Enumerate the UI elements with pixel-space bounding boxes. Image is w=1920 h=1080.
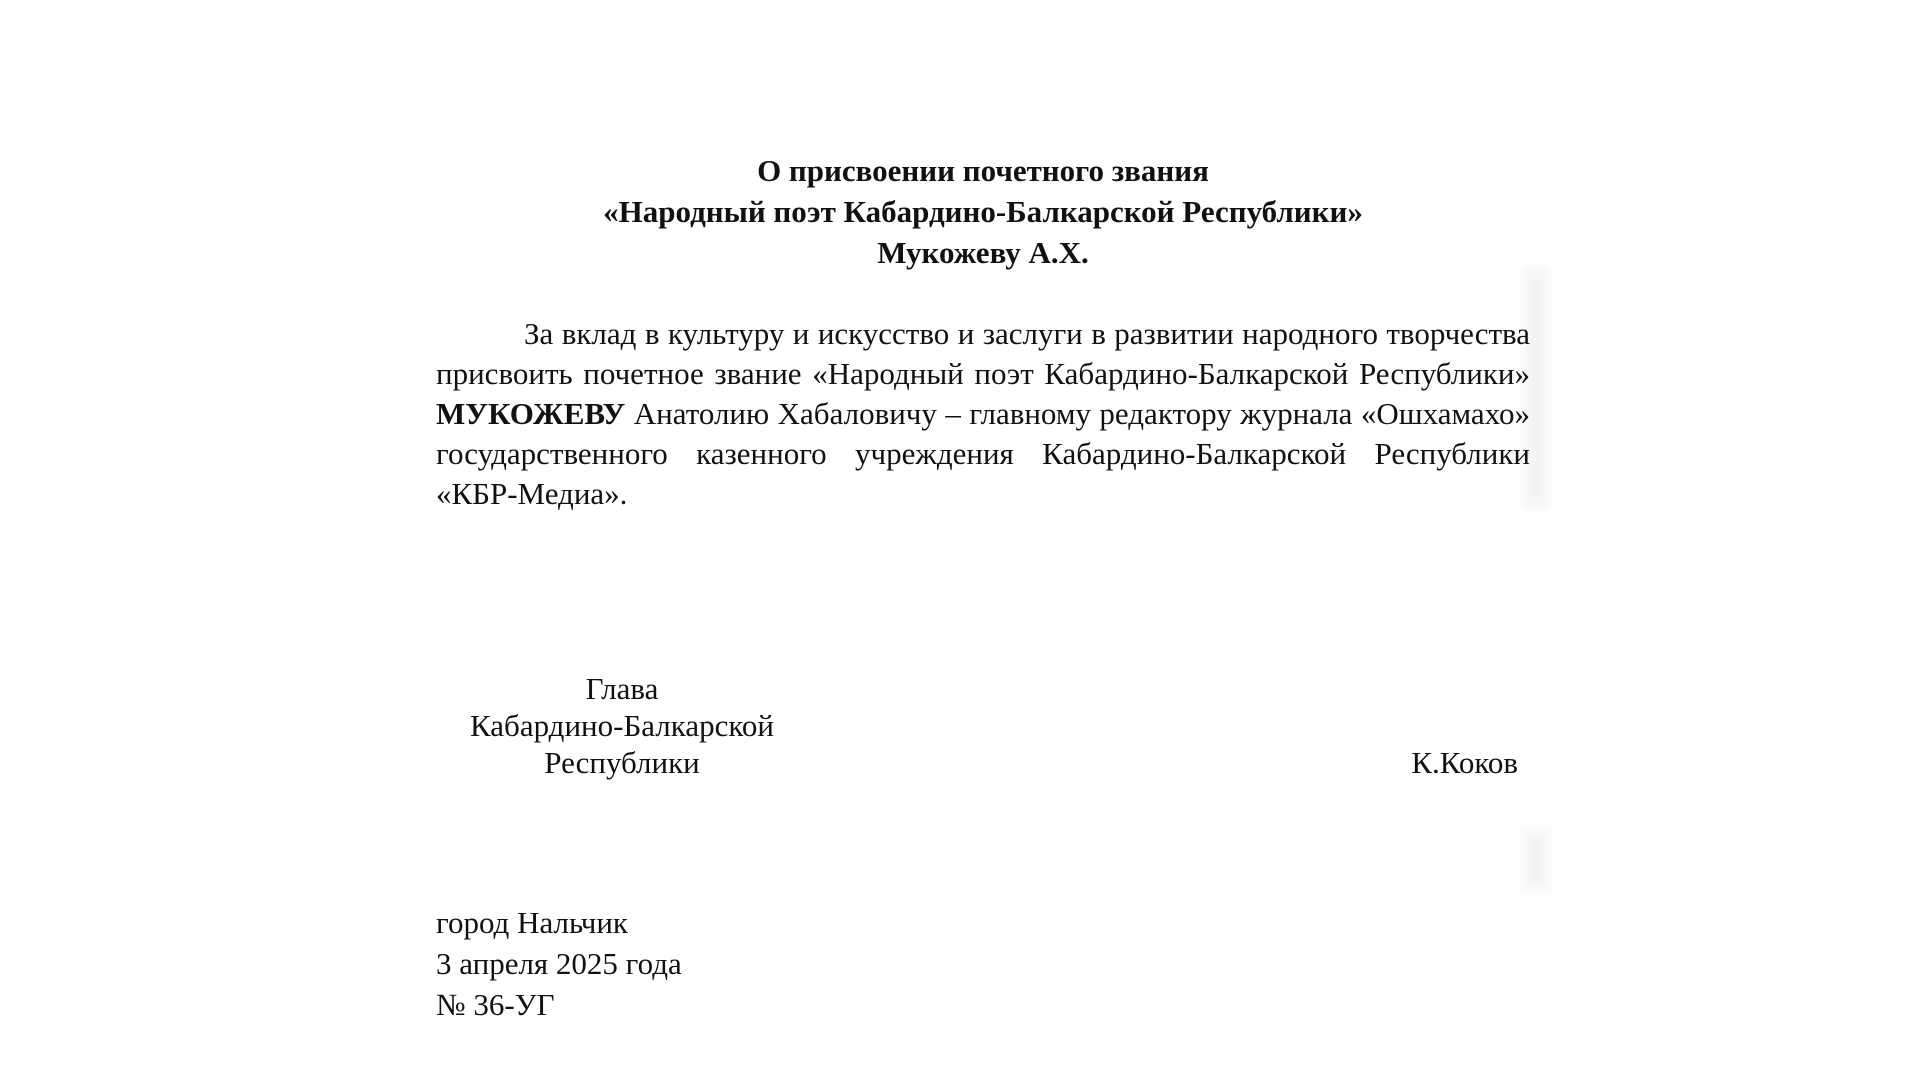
footer-city: город Нальчик — [436, 905, 628, 940]
signer-position — [436, 670, 808, 781]
title-line-2: «Народный поэт Кабардино-Балкарской Республики» — [603, 194, 1363, 229]
title-line-3: Мукожеву А.Х. — [877, 235, 1089, 270]
document-title — [0, 150, 1920, 273]
signer-position-line-1: Глава — [585, 671, 659, 706]
scan-shadow-bottom — [1524, 830, 1548, 890]
footer-date: 3 апреля 2025 года — [436, 946, 682, 981]
signer-position-line-2: Кабардино-Балкарской — [470, 708, 774, 743]
signer-position-line-3: Республики — [544, 745, 700, 780]
document-footer — [436, 902, 682, 1025]
body-text-before-name: За вклад в культуру и искусство и заслуги в развитии народного творчества присвоить почетное звание «Народный поэт Кабардино-Балкарской Республики» — [436, 316, 1530, 391]
body-text-after-name: Анатолию Хабаловичу – главному редактору журнала «Ошхамахо» государственного казенного учреждения Кабардино-Балкарской Республики «КБР-Медиа». — [436, 396, 1531, 511]
footer-number: № 36-УГ — [436, 987, 555, 1022]
signer-name: К.Коков — [1411, 745, 1518, 780]
decree-body-paragraph — [436, 314, 1530, 514]
honoree-surname: МУКОЖЕВУ — [436, 396, 626, 431]
title-line-1: О присвоении почетного звания — [757, 153, 1209, 188]
